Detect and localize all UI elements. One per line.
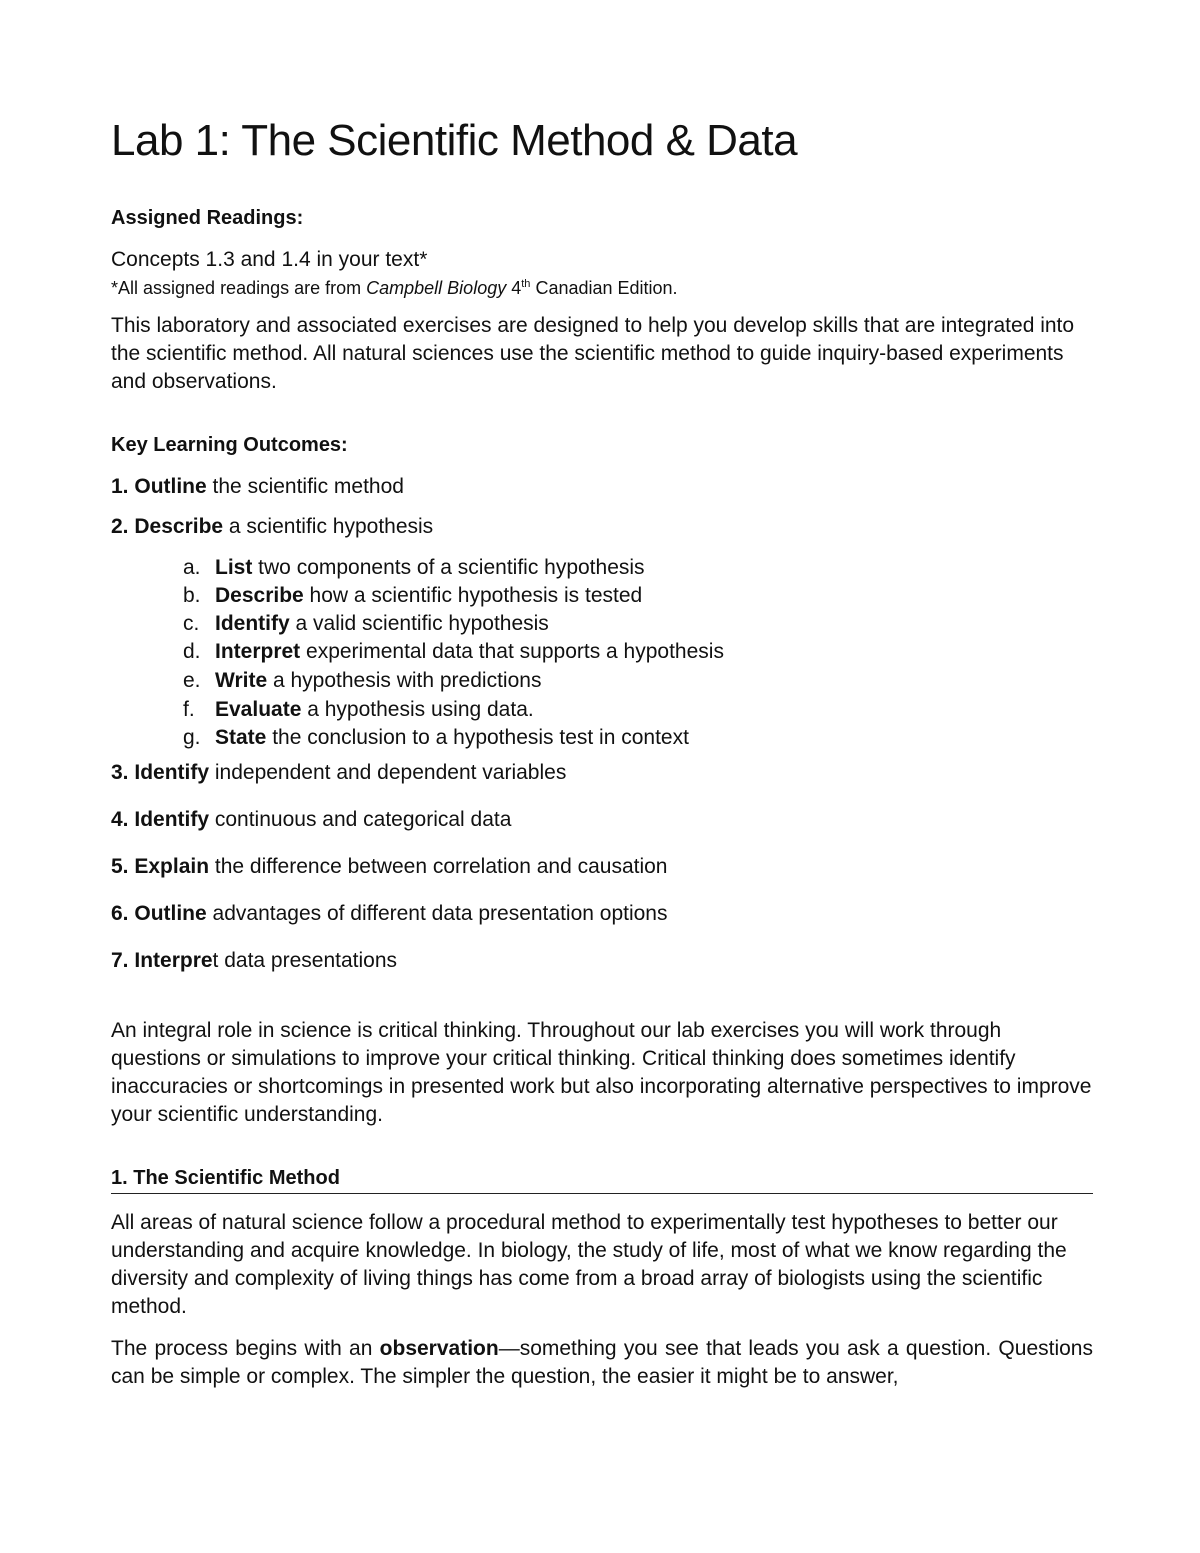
sub-text: a valid scientific hypothesis	[289, 612, 549, 635]
outcome-5-verb: Explain	[134, 855, 210, 878]
outcome-5-num: 5.	[111, 855, 135, 878]
section-1-paragraph-1: All areas of natural science follow a procedural method to experimentally test hypotheses to better our understanding and acquire knowledge. In biology, the study of life, most of what we know regarding the diversity and complexity of living things has come from a broad array of biologists using the scientific method.	[111, 1211, 1067, 1318]
outcome-7	[111, 947, 397, 975]
assigned-readings-heading: Assigned Readings:	[111, 207, 304, 229]
outcome-1-num: 1.	[111, 475, 135, 498]
sub-letter: b.	[183, 584, 201, 607]
sub-letter: c.	[183, 612, 200, 635]
outcome-2c	[183, 610, 549, 638]
sub-verb: Evaluate	[215, 698, 302, 721]
outcome-2g	[183, 724, 689, 752]
outcome-2a	[183, 554, 645, 582]
outcome-2-text: a scientific hypothesis	[223, 515, 434, 538]
outcome-1	[111, 473, 404, 501]
outcome-1-verb: Outline	[134, 475, 207, 498]
sub-verb: Identify	[215, 612, 290, 635]
sub-verb: Interpret	[215, 640, 301, 663]
outcome-2	[111, 513, 433, 541]
sub-text: two components of a scientific hypothesis	[252, 556, 645, 579]
outcome-3-text: independent and dependent variables	[209, 761, 567, 784]
sub-text: how a scientific hypothesis is tested	[303, 584, 643, 607]
note-edition-sup: th	[521, 278, 531, 290]
sub-verb: State	[215, 726, 267, 749]
outcome-2-verb: Describe	[134, 515, 224, 538]
sub-letter: a.	[183, 556, 201, 579]
sub-letter: f.	[183, 698, 195, 721]
page-title: Lab 1: The Scientific Method & Data	[111, 116, 798, 165]
outcome-4-num: 4.	[111, 808, 135, 831]
outcome-7-num: 7.	[111, 949, 135, 972]
intro-paragraph: This laboratory and associated exercises are designed to help you develop skills that are integrated into the scientific method. All natural sciences use the scientific method to guide inquiry-based experiments and observations.	[111, 314, 1075, 393]
sub-text: experimental data that supports a hypothesis	[300, 640, 724, 663]
outcome-2d	[183, 638, 724, 666]
p2-after: —something you see that leads you ask a question. Questions can be simple or complex. The simpler the question, the easier it might be to answer,	[111, 1337, 1093, 1388]
outcome-7-verb: Interpre	[134, 949, 213, 972]
outcome-2-num: 2.	[111, 515, 135, 538]
section-divider	[111, 1193, 1093, 1194]
outcome-6	[111, 900, 667, 928]
outcome-2b	[183, 582, 642, 610]
outcome-6-text: advantages of different data presentation options	[206, 902, 668, 925]
outcome-3-verb: Identify	[134, 761, 210, 784]
readings-concepts: Concepts 1.3 and 1.4 in your text*	[111, 248, 428, 271]
learning-outcomes-heading: Key Learning Outcomes:	[111, 434, 348, 456]
note-prefix: *All assigned readings are from	[111, 278, 367, 298]
outcome-6-verb: Outline	[134, 902, 207, 925]
outcome-2e	[183, 667, 541, 695]
sub-letter: e.	[183, 669, 201, 692]
section-1-paragraph-2	[111, 1335, 1093, 1391]
outcome-6-num: 6.	[111, 902, 135, 925]
sub-text: a hypothesis with predictions	[267, 669, 542, 692]
sub-letter: g.	[183, 726, 201, 749]
sub-letter: d.	[183, 640, 201, 663]
outcome-3-num: 3.	[111, 761, 135, 784]
outcome-5	[111, 853, 667, 881]
outcome-3	[111, 759, 566, 787]
outcome-4-text: continuous and categorical data	[209, 808, 512, 831]
outcome-1-text: the scientific method	[206, 475, 404, 498]
sub-verb: Describe	[215, 584, 304, 607]
note-suffix: Canadian Edition.	[530, 278, 678, 298]
sub-text: a hypothesis using data.	[301, 698, 534, 721]
observation-term: observation	[379, 1337, 499, 1360]
outcome-2f	[183, 696, 534, 724]
outcome-7-text: t data presentations	[212, 949, 398, 972]
sub-verb: Write	[215, 669, 268, 692]
note-book-title: Campbell Biology	[366, 278, 507, 298]
outcome-4-verb: Identify	[134, 808, 210, 831]
critical-thinking-paragraph: An integral role in science is critical thinking. Throughout our lab exercises you will work through questions or simulations to improve your critical thinking. Critical thinking does sometimes identify inaccuracies or shortcomings in presented work but also incorporating alternative perspectives to improve your scientific understanding.	[111, 1019, 1092, 1126]
readings-note	[111, 276, 678, 300]
p2-before: The process begins with an	[111, 1337, 380, 1360]
note-edition-number: 4	[511, 278, 522, 298]
outcome-4	[111, 806, 511, 834]
section-1-heading: 1. The Scientific Method	[111, 1167, 340, 1189]
sub-text: the conclusion to a hypothesis test in context	[266, 726, 689, 749]
outcome-5-text: the difference between correlation and causation	[209, 855, 668, 878]
sub-verb: List	[215, 556, 253, 579]
